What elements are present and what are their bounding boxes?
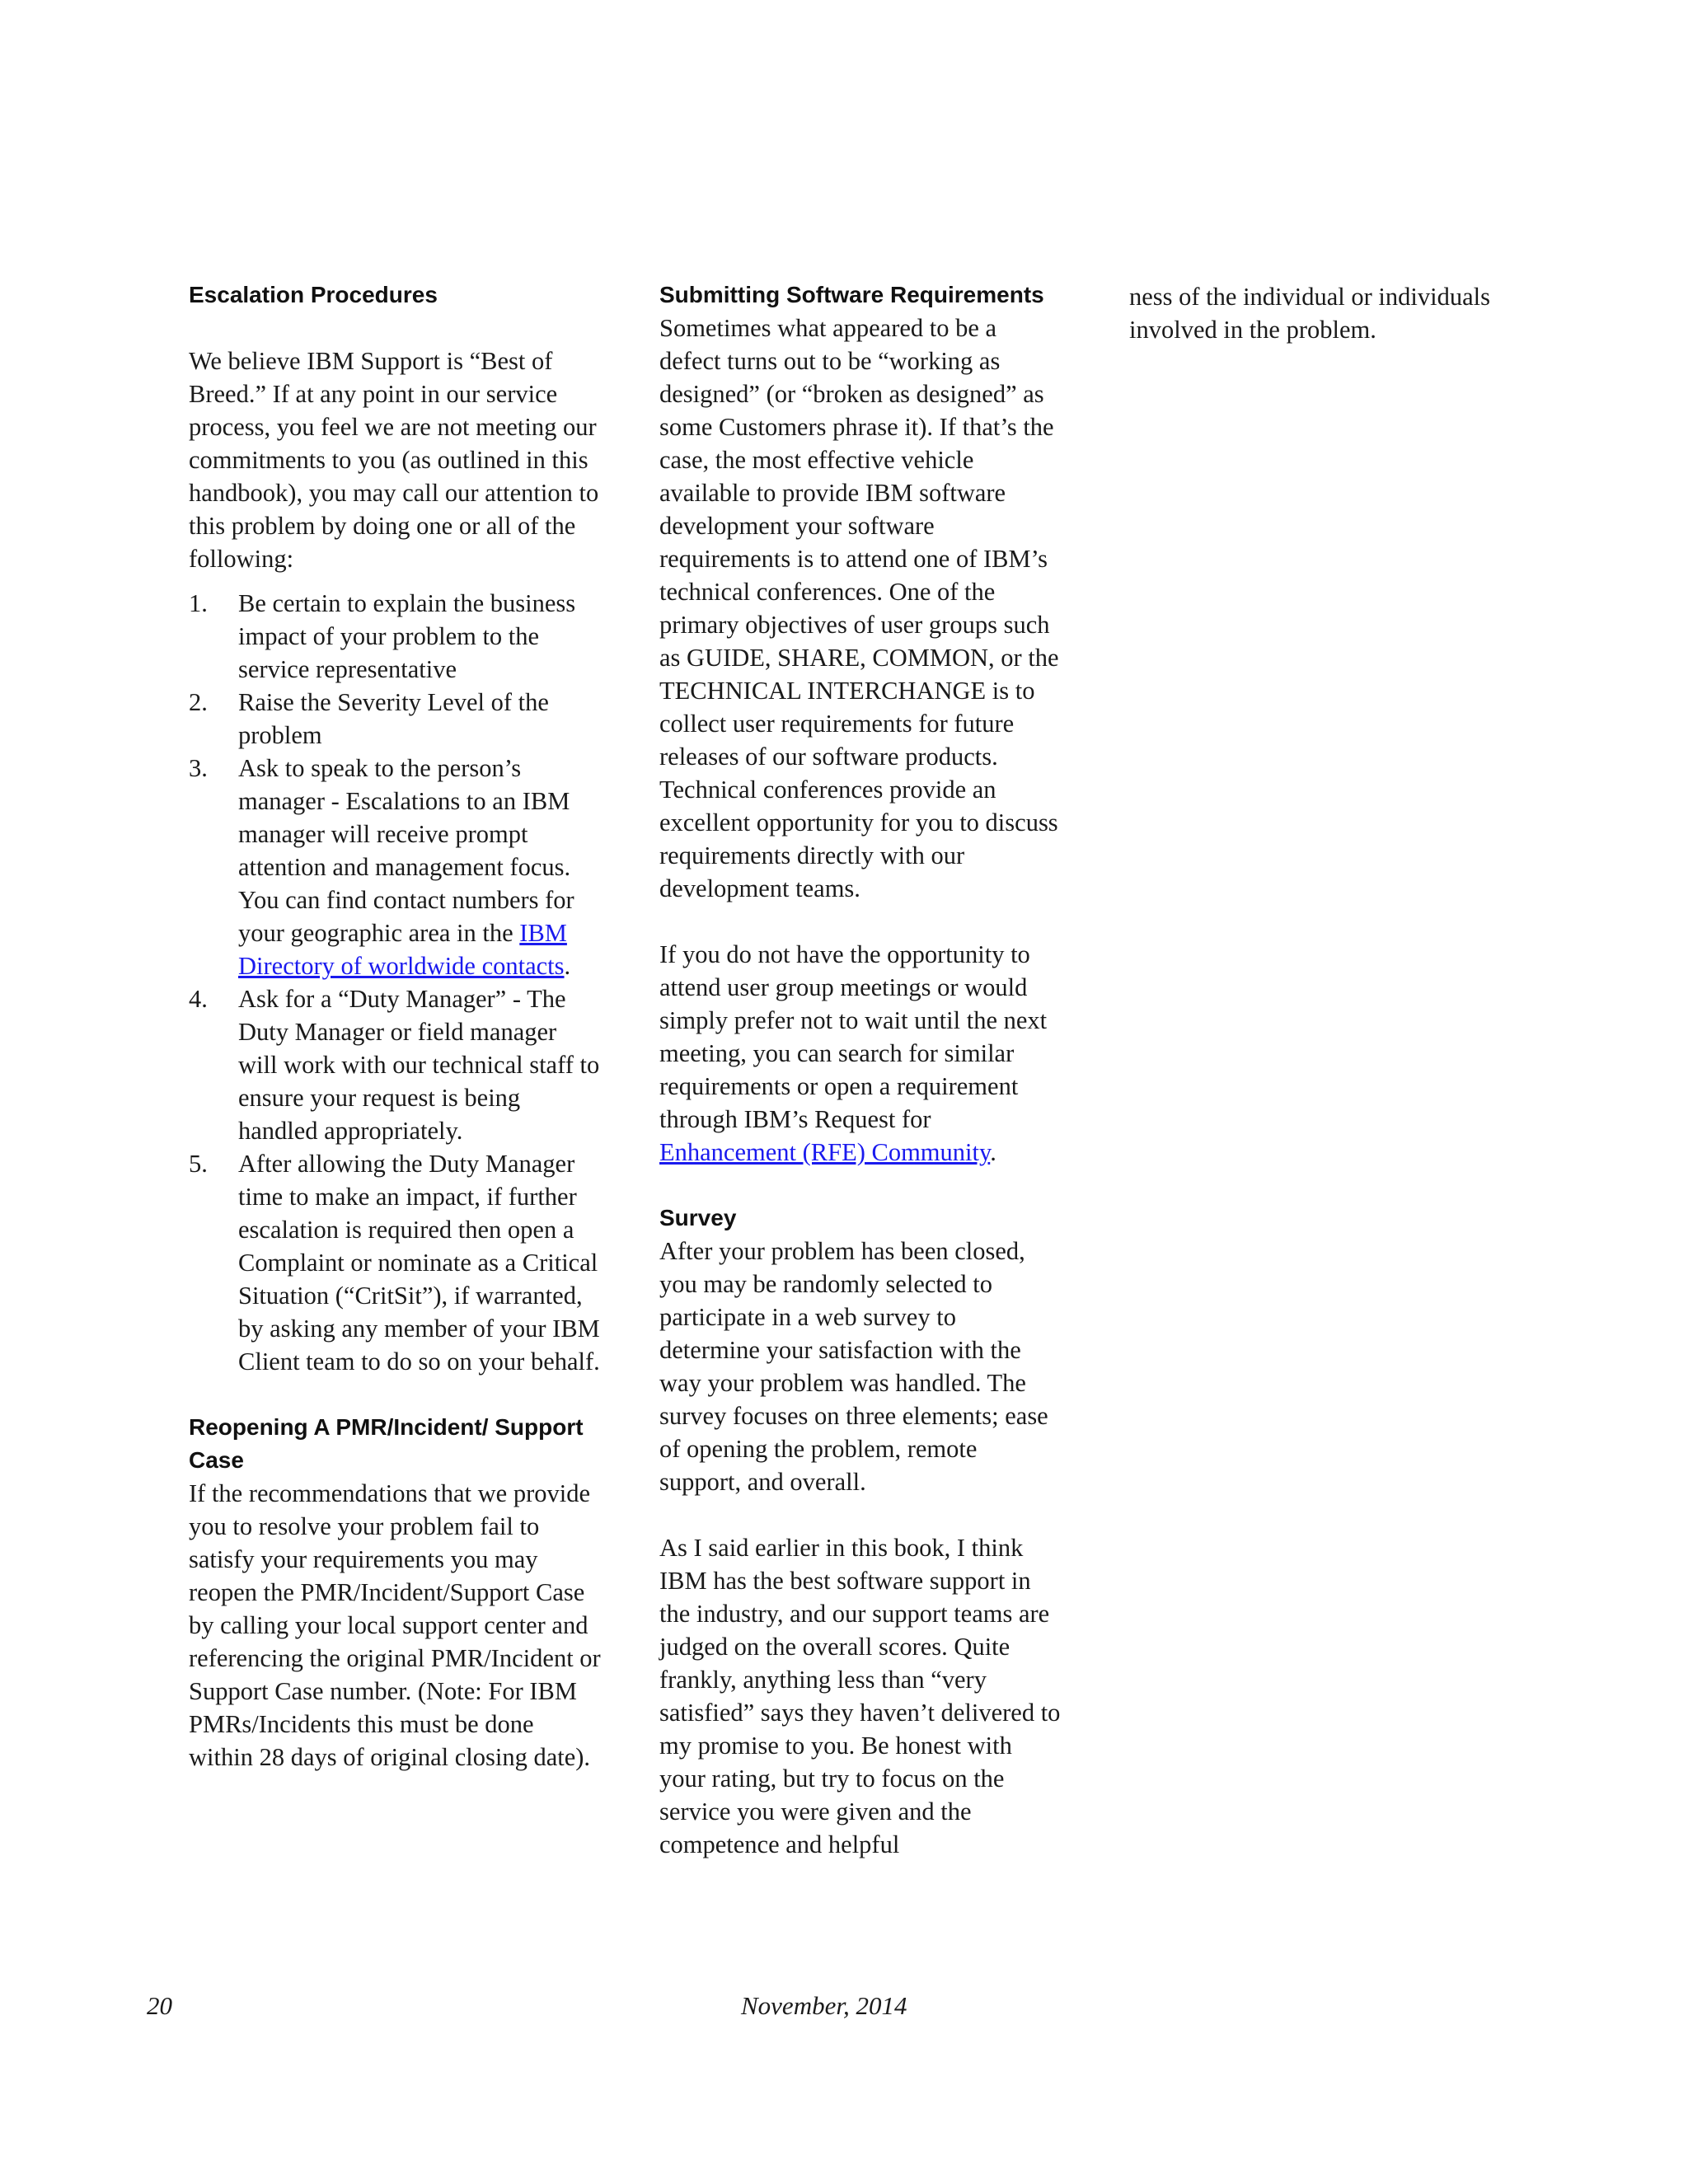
requirements-para-1: Sometimes what appeared to be a defect turns out to be “working as designed” (or “broken as designed” as some Customers phrase it). If that’s the case, the most effective vehicle available to provide IBM software development your software requirements is to attend one of IBM’s technical conferences. One of the primary objectives of user groups such as GUIDE, SHARE, COMMON, or the TECHNICAL INTERCHANGE is to collect user requirements for future releases of our software products. Technical conferences provide an excellent opportunity for you to discuss requirements directly with our development teams. <box>659 314 1059 902</box>
list-item-number: 1. <box>189 589 208 617</box>
reopening-heading: Reopening A PMR/Incident/ Support Case <box>189 1414 584 1473</box>
survey-para-2: As I said earlier in this book, I think IBM has the best software support in the industry, and our support teams are judged on the overall scores. Quite frankly, anything less than “very satisfied” says they haven’t delivered to my promise to you. Be honest with your rating, but try to focus on the service you were given and the competence and helpful <box>659 1534 1061 1858</box>
column-middle <box>659 279 1062 1861</box>
list-item <box>189 752 601 982</box>
list-item-number: 4. <box>189 985 208 1013</box>
list-item-text-end: . <box>564 952 571 980</box>
column-left <box>189 279 601 1774</box>
list-item <box>189 686 601 752</box>
list-item-text-with-link <box>238 752 601 982</box>
ibm-directory-link[interactable]: IBM Directory of worldwide contacts <box>238 919 567 980</box>
list-item-text: Be certain to explain the business impact of your problem to the service representative <box>238 589 576 683</box>
list-item <box>189 1147 601 1378</box>
requirements-heading: Submitting Software Requirements <box>659 282 1044 307</box>
reopening-body: If the recommendations that we provide you to resolve your problem fail to satisfy your requirements you may reopen the PMR/Incident/Support Case by calling your local support center and referencing the original PMR/Incident or Support Case number. (Note: For IBM PMRs/Incidents this must be done within 28 days of original closing date). <box>189 1479 601 1771</box>
survey-para-1: After your problem has been closed, you may be randomly selected to participate in a web survey to determine your satisfaction with the way your problem was handled. The survey focuses on three elements; ease of opening the problem, remote support, and overall. <box>659 1237 1048 1496</box>
page-number: 20 <box>147 1991 172 2020</box>
list-item-text: After allowing the Duty Manager time to make an impact, if further escalation is required then open a Complaint or nominate as a Critical Situation (“CritSit”), if warranted, by asking any member of your IBM Client team to do so on your behalf. <box>238 1150 600 1376</box>
escalation-heading: Escalation Procedures <box>189 282 438 307</box>
list-item-number: 5. <box>189 1150 208 1178</box>
escalation-intro: We believe IBM Support is “Best of Breed.” If at any point in our service process, you feel we are not meeting our commitments to you (as outlined in this handbook), you may call our attention to this problem by doing one or all of the following: <box>189 347 599 573</box>
list-item <box>189 587 601 686</box>
requirements-para-2-text: If you do not have the opportunity to attend user group meetings or would simply prefer not to wait until the next meeting, you can search for similar requirements or open a requirement through IBM’s Request for <box>659 940 1048 1133</box>
list-item-number: 2. <box>189 688 208 716</box>
rfe-community-link[interactable]: Enhancement (RFE) Community <box>659 1138 991 1166</box>
survey-heading: Survey <box>659 1205 737 1230</box>
list-item <box>189 982 601 1147</box>
requirements-para-2-end: . <box>990 1138 996 1166</box>
footer-date: November, 2014 <box>741 1991 907 2020</box>
escalation-list <box>189 587 601 1378</box>
column-right <box>1129 280 1558 346</box>
list-item-text: Raise the Severity Level of the problem <box>238 688 549 749</box>
survey-continuation: ness of the individual or individuals involved in the problem. <box>1129 283 1490 344</box>
list-item-text: Ask for a “Duty Manager” - The Duty Manager or field manager will work with our technical staff to ensure your request is being handled appropriately. <box>238 985 600 1145</box>
requirements-para-2 <box>659 938 1062 1169</box>
list-item-text: Ask to speak to the person’s manager - Escalations to an IBM manager will receive prompt attention and management focus. You can find contact numbers for your geographic area in the <box>238 754 574 947</box>
list-item-number: 3. <box>189 754 208 782</box>
